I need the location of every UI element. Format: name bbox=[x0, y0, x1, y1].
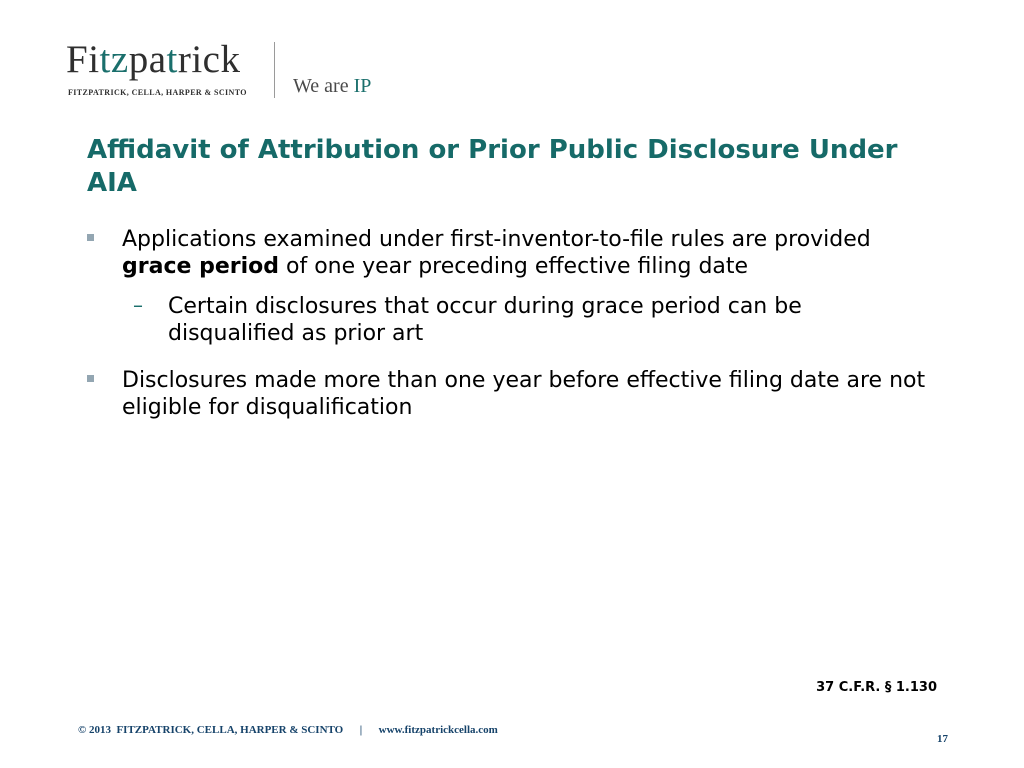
bullet-item bbox=[87, 367, 927, 421]
footer-separator: | bbox=[359, 724, 363, 736]
square-bullet-icon bbox=[87, 234, 94, 241]
bullet-list bbox=[87, 226, 927, 441]
slide-title: Affidavit of Attribution or Prior Public Disclosure Under AIA bbox=[87, 135, 898, 198]
page-number: 17 bbox=[937, 733, 948, 745]
firm-logo bbox=[66, 38, 247, 97]
citation: 37 C.F.R. § 1.130 bbox=[816, 680, 937, 695]
logo-divider bbox=[274, 42, 275, 98]
bullet-text: Applications examined under first-inventor-to-file rules are provided grace period of one year preceding effective filing date bbox=[122, 227, 871, 279]
dash-bullet-icon: – bbox=[133, 293, 143, 317]
sub-bullet-item bbox=[122, 293, 927, 347]
logo-subtitle: FITZPATRICK, CELLA, HARPER & SCINTO bbox=[68, 88, 247, 97]
bullet-emphasis: grace period bbox=[122, 254, 279, 279]
bullet-text: Disclosures made more than one year before effective filing date are not eligible for disqualification bbox=[122, 368, 926, 420]
sub-bullet-text: Certain disclosures that occur during grace period can be disqualified as prior art bbox=[168, 294, 802, 346]
footer-copyright: © 2013 FITZPATRICK, CELLA, HARPER & SCINTO bbox=[78, 724, 344, 736]
logo-wordmark: Fitzpatrick bbox=[66, 38, 241, 81]
square-bullet-icon bbox=[87, 375, 94, 382]
bullet-item bbox=[87, 226, 927, 347]
tagline: We are IP bbox=[293, 75, 372, 97]
sub-bullet-list bbox=[122, 293, 927, 347]
footer-website-link[interactable]: www.fitzpatrickcella.com bbox=[378, 724, 498, 736]
